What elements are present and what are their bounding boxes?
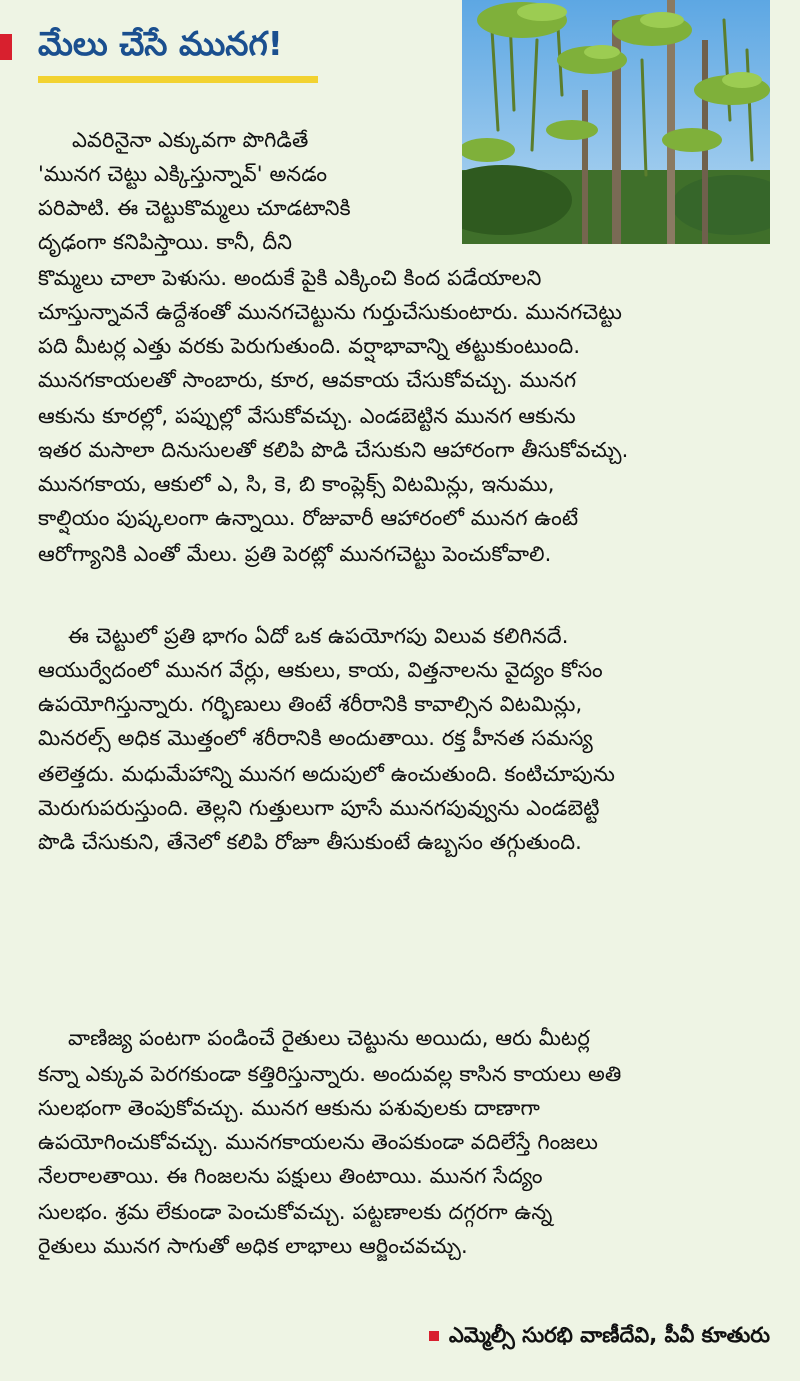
- paragraph-line: దృఢంగా కనిపిస్తాయి. కానీ, దీని: [38, 230, 293, 254]
- paragraph-line: చూస్తున్నావనే ఉద్దేశంతో మునగచెట్టును గుర్తుచేసుకుంటారు. మునగచెట్టు: [38, 300, 622, 324]
- byline-marker-square: [429, 1331, 439, 1341]
- paragraph-line: మినరల్స్ అధిక మొత్తంలో శరీరానికి అందుతాయి. రక్త హీనత సమస్య: [38, 726, 593, 750]
- article-title: మేలు చేసే మునగ!: [38, 24, 283, 63]
- paragraph-line: 'మునగ చెట్టు ఎక్కిస్తున్నావ్' అనడం: [38, 162, 328, 186]
- paragraph-line: తలెత్తదు. మధుమేహాన్ని మునగ అదుపులో ఉంచుతుంది. కంటిచూపును: [38, 762, 616, 786]
- paragraph-line: పది మీటర్ల ఎత్తు వరకు పెరుగుతుంది. వర్షాభావాన్ని తట్టుకుంటుంది.: [38, 334, 581, 358]
- paragraph-line: ఉపయోగించుకోవచ్చు. మునగకాయలను తెంపకుండా వదిలేస్తే గింజలు: [38, 1130, 599, 1154]
- moringa-tree-photo: [462, 0, 770, 244]
- title-marker-square: [0, 34, 12, 60]
- paragraph-line: సులభం. శ్రమ లేకుండా పెంచుకోవచ్చు. పట్టణాలకు దగ్గరగా ఉన్న: [38, 1200, 553, 1224]
- paragraph-line: ఎవరినైనా ఎక్కువగా పొగిడితే: [72, 128, 309, 152]
- paragraph-line: కాల్షియం పుష్కలంగా ఉన్నాయి. రోజువారీ ఆహారంలో మునగ ఉంటే: [38, 506, 579, 530]
- paragraph-line: మునగకాయలతో సాంబారు, కూర, ఆవకాయ చేసుకోవచ్చు. మునగ: [38, 368, 577, 392]
- paragraph-line: కన్నా ఎక్కువ పెరగకుండా కత్తిరిస్తున్నారు. అందువల్ల కాసిన కాయలు అతి: [38, 1062, 622, 1086]
- paragraph-line: ఉపయోగిస్తున్నారు. గర్భిణులు తింటే శరీరానికి కావాల్సిన విటమిన్లు,: [38, 692, 583, 716]
- paragraph-line: పొడి చేసుకుని, తేనెలో కలిపి రోజూ తీసుకుంటే ఉబ్బసం తగ్గుతుంది.: [38, 830, 582, 854]
- byline-text: ఎమ్మెల్సీ సురభి వాణీదేవి, పీవీ కూతురు: [448, 1323, 770, 1347]
- author-byline: [429, 1318, 770, 1352]
- paragraph-line: ఆరోగ్యానికి ఎంతో మేలు. ప్రతి పెరట్లో మునగచెట్టు పెంచుకోవాలి.: [38, 542, 552, 566]
- paragraph-line: నేలరాలతాయి. ఈ గింజలను పక్షులు తింటాయి. మునగ సేద్యం: [38, 1164, 543, 1188]
- moringa-tree-illustration: [462, 0, 770, 244]
- paragraph-line: కొమ్మలు చాలా పెళుసు. అందుకే పైకి ఎక్కించి కింద పడేయాలని: [38, 266, 542, 290]
- paragraph-line: ఆయుర్వేదంలో మునగ వేర్లు, ఆకులు, కాయ, విత్తనాలను వైద్యం కోసం: [38, 658, 603, 682]
- paragraph-line: మెరుగుపరుస్తుంది. తెల్లని గుత్తులుగా పూసే మునగపువ్వును ఎండబెట్టి: [38, 796, 600, 820]
- title-underline: [38, 76, 318, 83]
- paragraph-line: మునగకాయ, ఆకులో ఎ, సి, కె, బి కాంప్లెక్స్ విటమిన్లు, ఇనుము,: [38, 472, 555, 496]
- paragraph-line: ఆకును కూరల్లో, పప్పుల్లో వేసుకోవచ్చు. ఎండబెట్టిన మునగ ఆకును: [38, 404, 576, 428]
- paragraph-line: పరిపాటి. ఈ చెట్టుకొమ్మలు చూడటానికి: [38, 196, 351, 220]
- paragraph-line: వాణిజ్య పంటగా పండించే రైతులు చెట్టును అయిదు, ఆరు మీటర్ల: [68, 1026, 590, 1050]
- paragraph-line: సులభంగా తెంపుకోవచ్చు. మునగ ఆకును పశువులకు దాణాగా: [38, 1096, 540, 1120]
- paragraph-line: ఈ చెట్టులో ప్రతి భాగం ఏదో ఒక ఉపయోగపు విలువ కలిగినదే.: [68, 624, 569, 648]
- paragraph-line: రైతులు మునగ సాగుతో అధిక లాభాలు ఆర్జించవచ్చు.: [38, 1234, 468, 1258]
- paragraph-line: ఇతర మసాలా దినుసులతో కలిపి పొడి చేసుకుని ఆహారంగా తీసుకోవచ్చు.: [38, 438, 629, 462]
